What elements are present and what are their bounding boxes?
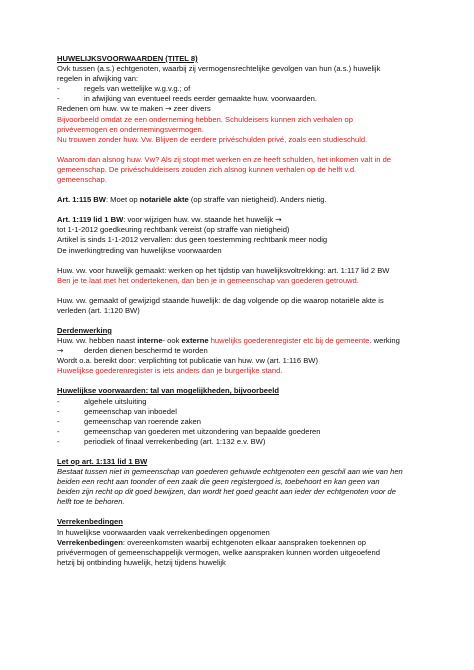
section-heading: Derdenwerking <box>57 325 112 335</box>
list-item: - gemeenschap van roerende zaken <box>57 416 201 426</box>
quote-line: helft toe te behoren. <box>57 497 125 507</box>
intro-line: Ovk tussen (a.s.) echtgenoten, waarbij zij vermogensrechtelijke gevolgen van hun (a.s.) huwelijk <box>57 64 381 74</box>
derden-line: Wordt o.a. bereikt door: verplichting tot publicatie van huw. vw (art. 1:116 BW) <box>57 356 318 366</box>
note-red: gemeenschap. <box>57 175 107 185</box>
article-line: Art. 1:119 lid 1 BW: voor wijzigen huw. vw. staande het huwelijk → <box>57 215 282 225</box>
verreken-line: In huwelijkse voorwaarden vaak verrekenbedingen opgenomen <box>57 527 270 537</box>
derden-line: Huw. vw. hebben naast interne- ook externe huwelijks goederenregister etc bij de gemeente. werking <box>57 336 400 346</box>
section-title: HUWELIJKSVOORWAARDEN (TITEL 8) <box>57 54 198 63</box>
section-heading: Huwelijkse voorwaarden: tal van mogelijkheden, bijvoorbeeld <box>57 386 279 396</box>
verreken-line: hetzij bij ontbinding huwelijk, hetzij tijdens huwelijk <box>57 557 226 567</box>
reason-line: Redenen om huw. vw te maken → zeer divers <box>57 104 211 114</box>
list-item: - gemeenschap van inboedel <box>57 406 177 416</box>
list-item: - periodiek of finaal verrekenbeding (art. 1:132 e.v. BW) <box>57 436 266 446</box>
article-line: Art. 1:115 BW: Moet op notariële akte (op straffe van nietigheid). Anders nietig. <box>57 195 327 205</box>
effect-line: Huw. vw. gemaakt of gewijzigd staande huwelijk: de dag volgende op die waarop notariële akte is <box>57 295 384 305</box>
verreken-line: privévermogen of gemeenschappelijk vermogen, welke aanspraken kunnen worden uitgeoefend <box>57 547 380 557</box>
intro-line: regelen in afwijking van: <box>57 74 139 84</box>
article-detail: tot 1-1-2012 goedkeuring rechtbank vereist (op straffe van nietigheid) <box>57 225 290 235</box>
note-red: privévermogen en ondernemingsvermogen. <box>57 124 204 134</box>
note-red: Huwelijkse goederenregister is iets anders dan je burgerlijke stand. <box>57 366 283 376</box>
quote-line: beiden een recht aan toonder of een zaak die geen registergoed is, toebehoort en kan geen van <box>57 477 380 487</box>
quote-line: Bestaat tussen niet in gemeenschap van goederen gehuwde echtgenoten een geschil aan wie van hen <box>57 467 403 477</box>
quote-line: beiden zijn recht op dit goed bewijzen, dan wordt het goed geacht aan ieder der echtgenoten voor de <box>57 487 397 497</box>
note-red: Waarom dan alsnog huw. Vw? Als zij stopt met werken en ze heeft schulden, het inkomen valt in de <box>57 154 392 164</box>
section-heading: Let op art. 1:131 lid 1 BW <box>57 457 148 466</box>
verreken-line: Verrekenbedingen: overeenkomsten waarbij echtgenoten elkaar aanspraken toekennen op <box>57 537 367 547</box>
document-body <box>57 54 452 568</box>
article-detail: De inwerkingtreding van huwelijkse voorwaarden <box>57 245 222 255</box>
list-item: - in afwijking van eventueel reeds eerder gemaakte huw. voorwaarden. <box>57 94 318 104</box>
arrow-icon: → <box>165 104 172 114</box>
list-item: → derden dienen beschermd te worden <box>57 346 208 356</box>
effect-line: verleden (art. 1:120 BW) <box>57 305 140 315</box>
section-heading: Verrekenbedingen <box>57 517 123 527</box>
note-red: Nu trouwen zonder huw. Vw. Blijven de eerdere privéschulden privé, zoals een studieschuld. <box>57 134 368 144</box>
note-red: Bijvoorbeeld omdat ze een onderneming hebben. Schuldeisers kunnen zich verhalen op <box>57 114 353 124</box>
effect-line: Huw. vw. voor huwelijk gemaakt: werken op het tijdstip van huwelijksvoltrekking: art. 1:117 lid 2 BW <box>57 265 390 275</box>
article-detail: Artikel is sinds 1-1-2012 vervallen: dus geen toestemming rechtbank meer nodig <box>57 235 328 245</box>
arrow-icon: → <box>57 346 64 356</box>
note-red: gemeenschap. De privéschuldeisers zouden zich alsnog kunnen verhalen op de helft v.d. <box>57 164 357 174</box>
list-item: - algehele uitsluiting <box>57 396 147 406</box>
list-item: - regels van wettelijke w.g.v.g.; of <box>57 84 191 94</box>
arrow-icon: → <box>275 215 282 225</box>
list-item: - gemeenschap van goederen met uitzondering van bepaalde goederen <box>57 426 321 436</box>
note-red: Ben je te laat met het ondertekenen, dan ben je in gemeenschap van goederen getrouwd. <box>57 275 359 285</box>
